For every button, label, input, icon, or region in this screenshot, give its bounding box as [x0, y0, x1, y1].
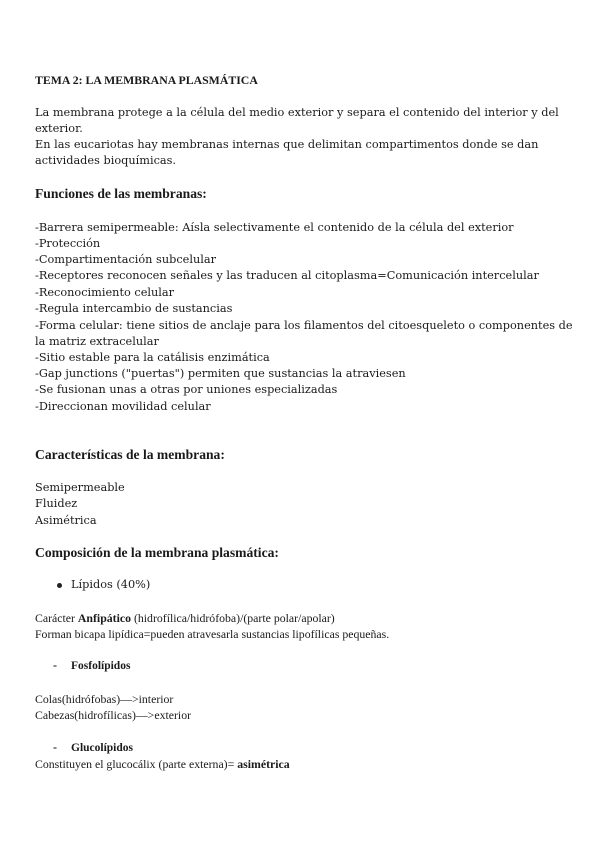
composition-heading: Composición de la membrana plasmática: — [35, 545, 279, 560]
intro-line-3: En las eucariotas hay membranas internas que delimitan compartimentos donde se dan — [35, 138, 539, 151]
characteristics-heading: Características de la membrana: — [35, 447, 225, 462]
characteristic-item: Semipermeable — [35, 481, 125, 494]
bicapa-line: Forman bicapa lipídica=pueden atravesarla sustancias lipofílicas pequeñas. — [35, 627, 390, 641]
glucocalix-bold: asimétrica — [237, 757, 290, 771]
function-item: -Se fusionan unas a otras por uniones especializadas — [35, 383, 338, 396]
function-item: -Gap junctions ("puertas") permiten que sustancias la atraviesen — [35, 367, 406, 380]
function-item: -Direccionan movilidad celular — [35, 400, 211, 413]
glucocalix-text: Constituyen el glucocálix (parte externa) — [35, 757, 228, 771]
function-item: -Regula intercambio de sustancias — [35, 302, 233, 315]
page-title: TEMA 2: LA MEMBRANA PLASMÁTICA — [35, 73, 258, 87]
caracter-prefix: Carácter — [35, 611, 78, 625]
fosfolipidos-heading: Fosfolípidos — [71, 660, 131, 672]
function-item: -Barrera semipermeable: Aísla selectivamente el contenido de la célula del exterior — [35, 221, 514, 234]
intro-line-1: La membrana protege a la célula del medio exterior y separa el contenido del interior y del — [35, 106, 559, 119]
characteristic-item: Fluidez — [35, 497, 78, 510]
functions-heading: Funciones de las membranas: — [35, 186, 207, 201]
function-item: -Sitio estable para la catálisis enzimática — [35, 351, 270, 364]
glucocalix-sep: = — [227, 757, 238, 771]
glucocalix-line — [35, 756, 290, 772]
cabezas-line: Cabezas(hidrofílicas)—>exterior — [35, 708, 192, 722]
caracter-line — [35, 610, 335, 626]
function-item: -Reconocimiento celular — [35, 286, 175, 299]
colas-line: Colas(hidrófobas)—>interior — [35, 692, 174, 706]
glucolipidos-heading: Glucolípidos — [71, 742, 133, 754]
function-item: la matriz extracelular — [35, 335, 159, 348]
caracter-bold: Anfipático — [77, 611, 131, 625]
dash-marker: - — [53, 658, 57, 672]
function-item: -Forma celular: tiene sitios de anclaje para los filamentos del citoesqueleto o componentes de — [35, 319, 573, 332]
function-item: -Receptores reconocen señales y las traducen al citoplasma=Comunicación intercelular — [35, 269, 539, 282]
function-item: -Protección — [35, 237, 101, 250]
dash-marker: - — [53, 740, 57, 754]
intro-line-2: exterior. — [35, 122, 83, 135]
caracter-suffix: (hidrofílica/hidrófoba)/(parte polar/apolar) — [131, 611, 335, 625]
characteristic-item: Asimétrica — [35, 514, 97, 527]
function-item: -Compartimentación subcelular — [35, 253, 217, 266]
lipids-bullet-item: Lípidos (40%) — [71, 578, 151, 591]
bullet-icon — [57, 583, 62, 588]
intro-line-4: actividades bioquímicas. — [35, 154, 177, 167]
